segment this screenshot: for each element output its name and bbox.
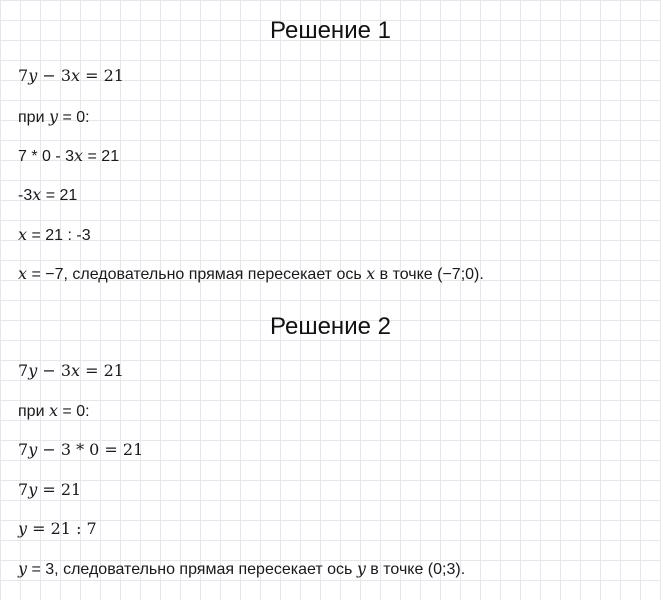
solution-2-equation: 7y − 3x = 21 <box>18 361 124 380</box>
solution-1-substitution: 7 * 0 - 3x = 21 <box>18 146 120 165</box>
solution-1-title: Решение 1 <box>270 17 391 44</box>
solution-2-division: y = 21 : 7 <box>18 519 97 538</box>
solution-2-condition: при x = 0: <box>18 401 90 420</box>
solution-2-simplified: 7y = 21 <box>18 480 82 499</box>
solution-1-equation: 7y − 3x = 21 <box>18 66 124 85</box>
solution-1-result: x = −7, следовательно прямая пересекает ось x в точке (−7;0). <box>18 264 484 283</box>
solution-1-division: x = 21 : -3 <box>18 225 91 244</box>
solution-2-result: y = 3, следовательно прямая пересекает ось y в точке (0;3). <box>18 559 466 578</box>
solution-2-title: Решение 2 <box>270 313 391 340</box>
solution-2-substitution: 7y − 3 * 0 = 21 <box>18 440 144 459</box>
solution-1-simplified: -3x = 21 <box>18 185 78 204</box>
solution-1-condition: при y = 0: <box>18 107 90 126</box>
